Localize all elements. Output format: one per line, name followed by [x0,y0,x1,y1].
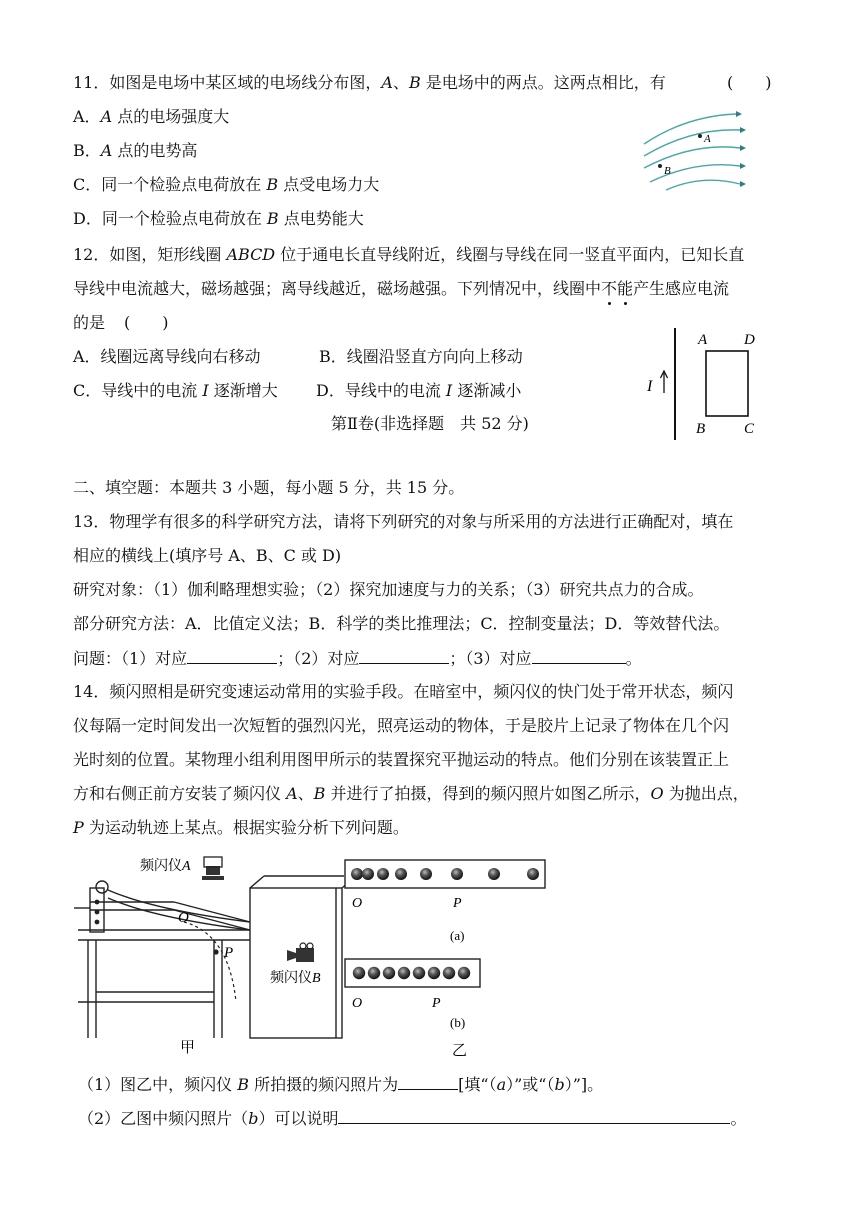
q12-stem-line3: 的是 [73,313,106,332]
q14-answer-blank-2[interactable] [338,1107,730,1124]
q14-line4: 方和右侧正前方安装了频闪仪 A、B 并进行了拍摄，得到的频闪照片如图乙所示，O 为抛出点， [73,784,749,803]
q13-line4: 部分研究方法：A．比值定义法；B．科学的类比推理法；C．控制变量法；D．等效替代法。 [73,614,730,633]
camera-b-label: 频闪仪B [270,971,321,986]
q11-option-a: A．A 点的电场强度大 [73,107,230,126]
q11-stem: 11．如图是电场中某区域的电场线分布图，A、B 是电场中的两点。这两点相比，有 [73,73,666,92]
q11-answer-bracket: ( ) [727,73,772,92]
corner-c-label: C [744,421,755,437]
current-label: I [647,378,653,395]
q13-answer-blank-3[interactable] [532,647,626,664]
part-2-heading: 二、填空题：本题共 3 小题，每小题 5 分，共 15 分。 [73,478,465,497]
field-line-2 [644,130,740,156]
vertical-board [250,888,342,1038]
corner-a-label: A [698,332,708,348]
q13-line3: 研究对象：（1）伽利略理想实验；（2）探究加速度与力的关系；（3）研究共点力的合成。 [73,580,704,599]
photo-b-caption: (b) [450,1015,466,1030]
figure-jia-caption: 甲 [180,1040,196,1056]
q13-question-line: 问题：（1）对应 ；（2）对应 ；（3）对应 。 [73,649,642,668]
q11-option-b: B．A 点的电势高 [73,141,198,160]
figure-yi-caption: 乙 [452,1043,468,1059]
camera-b-icon [287,943,314,962]
apparatus-figure-jia [74,852,349,1060]
q12-option-a: A．线圈远离导线向右移动 [73,347,261,366]
point-b-marker [658,164,662,168]
point-p-marker [213,949,218,954]
q14-line2: 仪每隔一定时间发出一次短暂的强烈闪光，照亮运动的物体，于是胶片上记录了物体在几个闪 [73,716,730,735]
point-a-marker [698,134,702,138]
strobe-photo-a-frame [345,860,545,888]
q12-stem-line2: 导线中电流越大，磁场越强；离导线越近，磁场越强。下列情况中，线圈中不能产生感应电流 [73,279,730,298]
strobe-photos-figure-yi [340,855,555,1065]
point-b-label: B [664,165,671,177]
emphasis-can: 能 [617,279,634,298]
field-line-1 [644,114,736,144]
q12-option-c: C．导线中的电流 I 逐渐增大 [73,381,278,400]
q12-stem-line1: 12．如图，矩形线圈 ABCD 位于通电长直导线附近，线圈与导线在同一竖直平面内，已知长直 [73,245,745,264]
photo-b-o-label: O [352,996,363,1011]
q14-sub-question-2: （2）乙图中频闪照片（b）可以说明 。 [78,1109,747,1128]
q14-sub-question-1: （1）图乙中，频闪仪 B 所拍摄的频闪照片为 [填“（a）”或“（b）”]。 [78,1075,604,1094]
corner-b-label: B [696,421,706,437]
camera-a-icon [202,857,224,880]
q14-line3: 光时刻的位置。某物理小组利用图甲所示的装置探究平抛运动的特点。他们分别在该装置正上 [73,750,730,769]
trajectory-curve [184,922,236,1002]
emphasis-not: 不 [601,279,618,298]
q14-answer-blank-1[interactable] [398,1073,458,1090]
q11-option-d: D．同一个检验点电荷放在 B 点电势能大 [73,209,364,228]
q13-answer-blank-2[interactable] [359,647,449,664]
photo-b-p-label: P [432,996,441,1011]
point-a-label: A [704,133,711,145]
q13-line1: 13．物理学有很多的科学研究方法，请将下列研究的对象与所采用的方法进行正确配对，填在 [73,512,734,531]
q12-answer-bracket: ( ) [124,313,169,332]
photo-a-p-label: P [453,896,462,911]
q12-option-d: D．导线中的电流 I 逐渐减小 [316,381,522,400]
photo-a-caption: (a) [450,928,465,943]
camera-a-label: 频闪仪A [140,859,191,874]
q13-answer-blank-1[interactable] [187,647,277,664]
q14-line1: 14．频闪照相是研究变速运动常用的实验手段。在暗室中，频闪仪的快门处于常开状态，频闪 [73,682,734,701]
rectangular-coil [706,351,748,416]
photo-a-o-label: O [352,896,363,911]
point-p-label: P [224,945,234,961]
origin-o-label: O [178,910,189,926]
q14-line5: P 为运动轨迹上某点。根据实验分析下列问题。 [73,818,409,837]
corner-d-label: D [744,332,755,348]
field-line-5 [666,180,740,190]
section-2-title: 第Ⅱ卷(非选择题 共 52 分) [331,414,529,433]
q12-option-b: B．线圈沿竖直方向向上移动 [319,347,523,366]
q13-line2: 相应的横线上(填序号 A、B、C 或 D) [73,546,342,565]
q11-option-c: C．同一个检验点电荷放在 B 点受电场力大 [73,175,380,194]
electric-field-lines-figure [636,108,748,192]
wire-coil-figure [640,325,770,445]
